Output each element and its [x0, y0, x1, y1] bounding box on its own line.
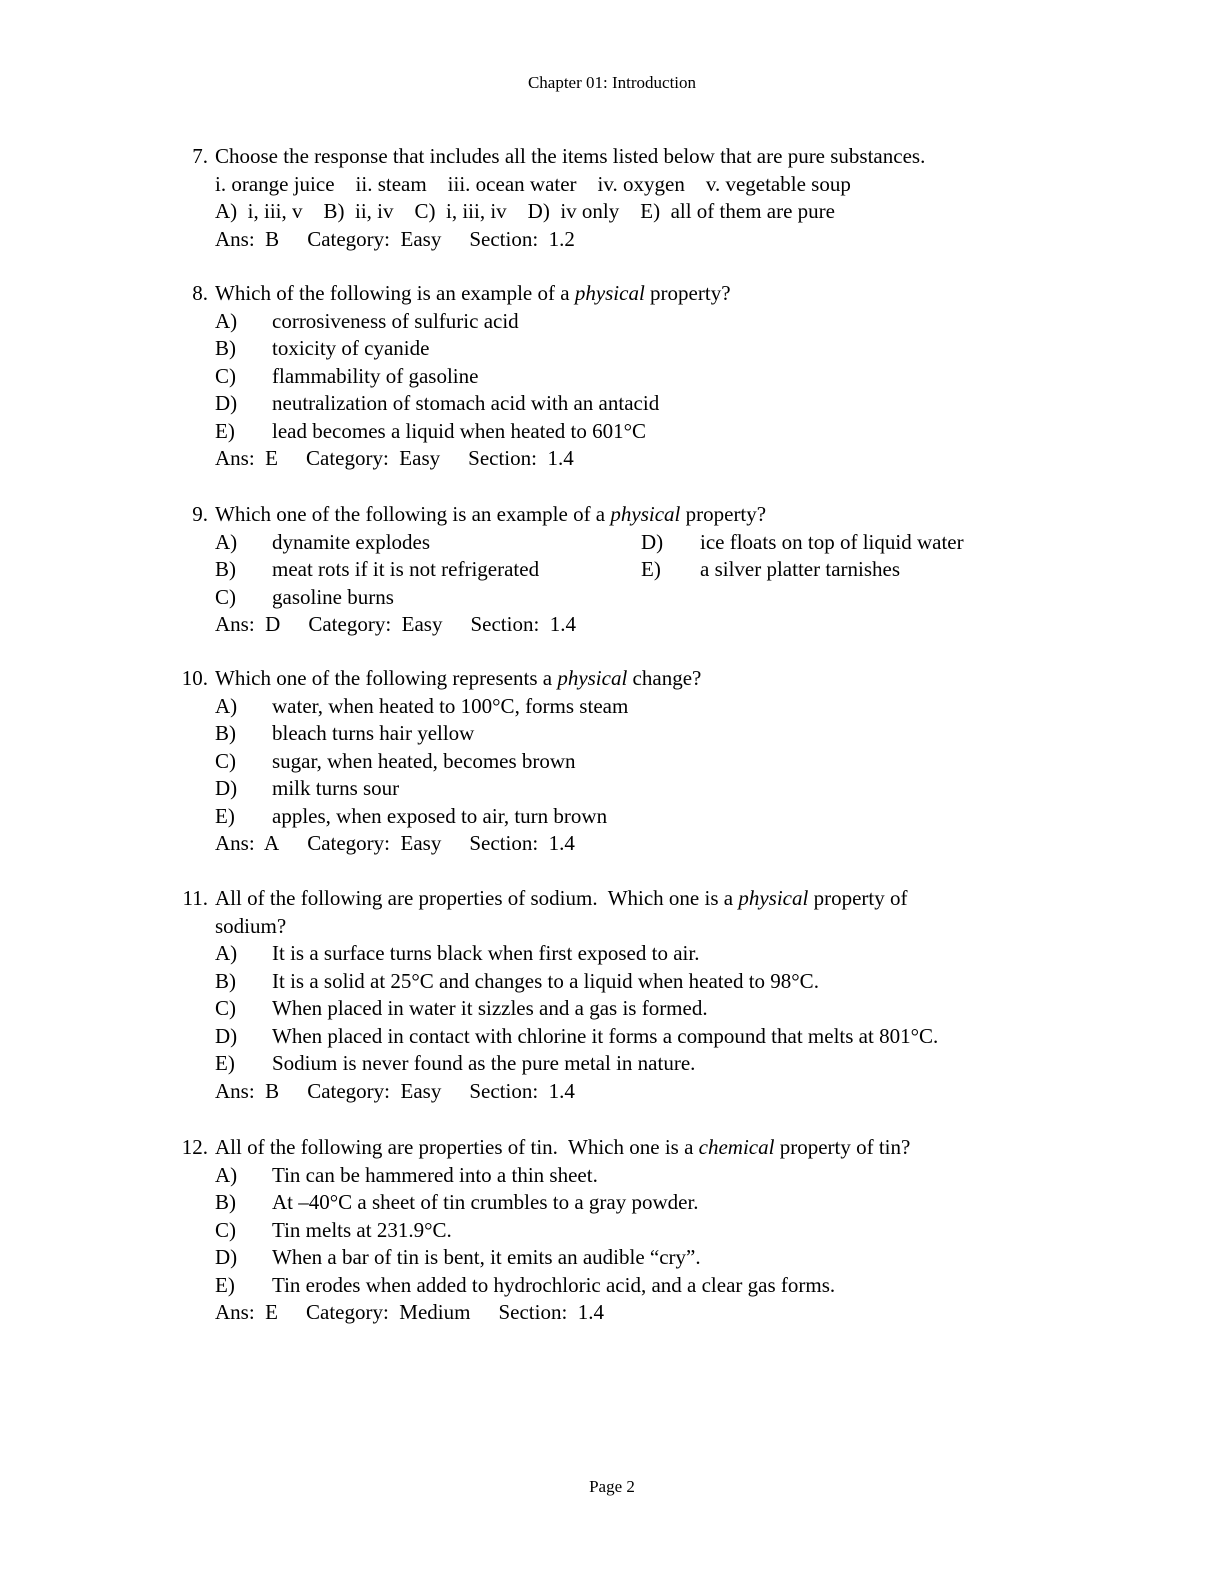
- option-letter: D): [641, 529, 664, 554]
- question-text: Which of the following is an example of a physical property?: [215, 281, 731, 305]
- question-11: [172, 885, 1052, 1105]
- question-text: Which one of the following represents a physical change?: [215, 666, 702, 690]
- option-letter: A): [215, 941, 238, 965]
- answer: Ans: A: [215, 831, 280, 855]
- question-text-continued: sodium?: [215, 913, 287, 938]
- option-text: ice floats on top of liquid water: [700, 529, 964, 554]
- option-text: It is a surface turns black when first exposed to air.: [272, 941, 700, 965]
- question-number: 11.: [182, 886, 208, 910]
- section: Section: 1.4: [469, 831, 575, 855]
- option-letter: D): [215, 1245, 238, 1269]
- option-letter: C): [215, 584, 236, 609]
- option-text: lead becomes a liquid when heated to 601°C: [272, 418, 647, 443]
- option-text: neutralization of stomach acid with an antacid: [272, 391, 660, 415]
- option-letter: D): [215, 391, 238, 415]
- answer: Ans: B: [215, 1078, 280, 1103]
- option-letter: B): [215, 557, 236, 581]
- category: Category: Easy: [307, 1078, 442, 1103]
- question-8: [172, 280, 1052, 473]
- option-text: Tin can be hammered into a thin sheet.: [272, 1162, 598, 1187]
- option-text: sugar, when heated, becomes brown: [272, 748, 576, 773]
- option-letter: C): [215, 363, 236, 388]
- section: Section: 1.4: [498, 1300, 605, 1324]
- option-letter: D): [215, 776, 238, 800]
- answer: Ans: E: [215, 1300, 278, 1324]
- option-text: water, when heated to 100°C, forms steam: [272, 693, 629, 718]
- page-footer: Page 2: [589, 1477, 635, 1496]
- option-text: flammability of gasoline: [272, 363, 479, 388]
- page-header: Chapter 01: Introduction: [527, 73, 697, 92]
- answer-line: [215, 445, 574, 473]
- answer: Ans: B: [215, 226, 280, 251]
- option-text: corrosiveness of sulfuric acid: [272, 308, 519, 333]
- category: Category: Easy: [308, 612, 443, 636]
- option-letter: E): [641, 557, 661, 581]
- option-text: At –40°C a sheet of tin crumbles to a gray powder.: [272, 1190, 699, 1214]
- option-text: It is a solid at 25°C and changes to a liquid when heated to 98°C.: [272, 968, 819, 993]
- option-text: When placed in contact with chlorine it forms a compound that melts at 801°C.: [272, 1023, 939, 1048]
- question-9: [172, 501, 1052, 639]
- answer-line: [215, 611, 576, 639]
- option-letter: A): [215, 529, 238, 554]
- option-letter: B): [215, 968, 236, 993]
- option-letter: D): [215, 1023, 238, 1048]
- question-number: 7.: [192, 144, 208, 168]
- option-letter: C): [215, 996, 236, 1020]
- choice-list: A) i, iii, v B) ii, iv C) i, iii, iv D) iv only E) all of them are pure: [215, 199, 835, 223]
- option-text: milk turns sour: [272, 776, 400, 800]
- question-text: All of the following are properties of tin. Which one is a chemical property of tin?: [215, 1135, 911, 1159]
- option-text: gasoline burns: [272, 584, 394, 609]
- category: Category: Easy: [307, 226, 442, 251]
- option-text: dynamite explodes: [272, 529, 431, 554]
- question-12: [172, 1134, 1052, 1327]
- question-text: Which one of the following is an example of a physical property?: [215, 502, 767, 526]
- option-text: toxicity of cyanide: [272, 336, 430, 360]
- answer-line: [215, 226, 575, 254]
- option-letter: E): [215, 1272, 235, 1297]
- option-letter: E): [215, 803, 235, 828]
- option-text: meat rots if it is not refrigerated: [272, 557, 540, 581]
- category: Category: Easy: [307, 831, 442, 855]
- option-text: bleach turns hair yellow: [272, 721, 475, 745]
- question-7: [172, 143, 1052, 253]
- answer-line: [215, 830, 575, 858]
- question-number: 8.: [192, 281, 208, 305]
- option-letter: A): [215, 693, 238, 718]
- option-letter: A): [215, 308, 238, 333]
- option-letter: B): [215, 721, 236, 745]
- question-text: Choose the response that includes all the items listed below that are pure substances.: [215, 144, 926, 168]
- question-number: 9.: [192, 502, 208, 526]
- option-letter: B): [215, 336, 236, 360]
- answer: Ans: E: [215, 446, 278, 470]
- option-text: a silver platter tarnishes: [700, 557, 901, 581]
- option-letter: C): [215, 1217, 236, 1242]
- section: Section: 1.2: [469, 226, 575, 251]
- section: Section: 1.4: [468, 446, 574, 470]
- question-number: 10.: [181, 666, 208, 690]
- question-number: 12.: [181, 1135, 208, 1159]
- option-letter: E): [215, 418, 235, 443]
- option-text: Tin erodes when added to hydrochloric acid, and a clear gas forms.: [272, 1272, 836, 1297]
- option-text: When placed in water it sizzles and a gas is formed.: [272, 996, 708, 1020]
- option-letter: B): [215, 1190, 236, 1214]
- option-text: Tin melts at 231.9°C.: [272, 1217, 452, 1242]
- option-letter: E): [215, 1051, 235, 1075]
- section: Section: 1.4: [470, 612, 577, 636]
- option-letter: C): [215, 748, 236, 773]
- option-text: apples, when exposed to air, turn brown: [272, 803, 608, 828]
- answer: Ans: D: [215, 612, 281, 636]
- category: Category: Easy: [306, 446, 441, 470]
- option-text: Sodium is never found as the pure metal in nature.: [272, 1051, 696, 1075]
- question-text: All of the following are properties of sodium. Which one is a physical property of: [215, 886, 908, 910]
- question-10: [172, 665, 1052, 858]
- answer-line: [215, 1299, 604, 1327]
- option-letter: A): [215, 1162, 238, 1187]
- item-list: i. orange juice ii. steam iii. ocean water iv. oxygen v. vegetable soup: [215, 171, 851, 196]
- answer-line: [215, 1078, 575, 1106]
- section: Section: 1.4: [469, 1078, 575, 1103]
- option-text: When a bar of tin is bent, it emits an audible “cry”.: [272, 1245, 701, 1269]
- category: Category: Medium: [306, 1300, 471, 1324]
